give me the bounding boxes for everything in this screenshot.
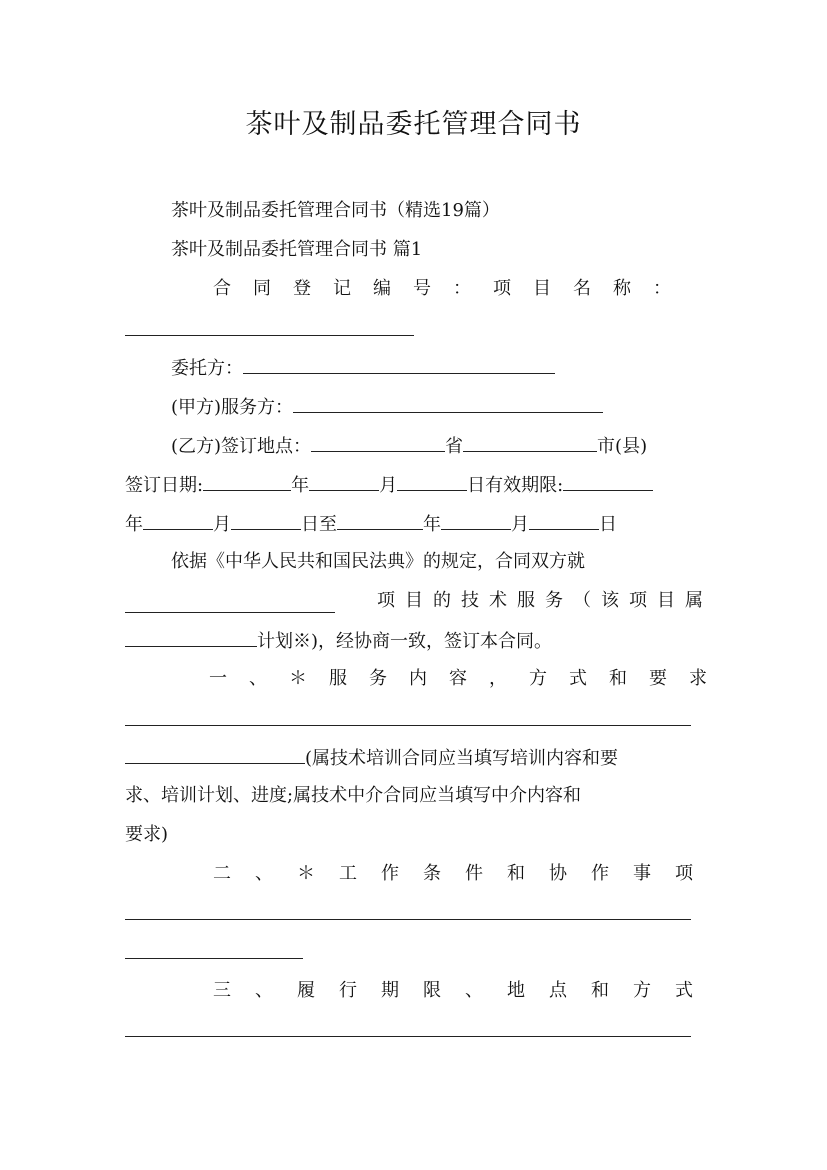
year-label: 年 xyxy=(125,514,143,535)
valid-from-year-blank xyxy=(563,472,653,491)
client-label: 委托方： xyxy=(171,358,243,379)
section-2-heading: 二、＊工作条件和协作事项 xyxy=(213,863,717,884)
section-1-note-b: 求、培训计划、进度;属技术中介合同应当填写中介内容和 xyxy=(125,785,582,806)
month-label: 月 xyxy=(213,514,231,535)
plan-text: 计划※)，经协商一致，签订本合同。 xyxy=(257,631,553,652)
to-year-blank xyxy=(337,511,423,530)
city-label: 市(县) xyxy=(597,436,648,457)
section-1-note-line-1 xyxy=(125,745,618,771)
month-label: 月 xyxy=(379,475,398,496)
to-label: 日至 xyxy=(301,514,337,535)
tech-service-text: 项目的技术服务（该项目属 xyxy=(377,590,713,611)
reg-no-label: 合同登记编号： xyxy=(213,278,493,299)
from-day-blank xyxy=(231,511,301,530)
year-label: 年 xyxy=(423,514,441,535)
party-a-line xyxy=(171,394,603,420)
sign-year-blank xyxy=(203,472,291,491)
month-label: 月 xyxy=(511,514,529,535)
province-label: 省 xyxy=(445,436,464,457)
plan-line xyxy=(125,628,552,654)
article-heading: 茶叶及制品委托管理合同书 篇1 xyxy=(171,239,423,260)
sign-month-blank xyxy=(309,472,379,491)
section-1-note-a: (属技术培训合同应当填写培训内容和要 xyxy=(305,748,619,769)
document-title: 茶叶及制品委托管理合同书 xyxy=(245,109,582,140)
section-1-blank-2 xyxy=(125,745,305,764)
subtitle: 茶叶及制品委托管理合同书（精选19篇） xyxy=(171,200,500,221)
sign-place-line xyxy=(171,433,647,459)
section-3-heading: 三、履行期限、地点和方式 xyxy=(213,980,717,1001)
sign-day-blank xyxy=(397,472,467,491)
year-label: 年 xyxy=(291,475,310,496)
section-1-heading: 一、＊服务内容，方式和要求 xyxy=(209,668,729,689)
section-2-blank-1 xyxy=(125,919,691,920)
basis-line: 依据《中华人民共和国民法典》的规定，合同双方就 xyxy=(171,551,585,572)
section-1-note-c: 要求) xyxy=(125,824,169,845)
city-blank xyxy=(463,433,597,452)
party-b-place-label: (乙方)签订地点： xyxy=(171,436,312,457)
project-name-blank xyxy=(125,335,414,336)
project-blank xyxy=(125,594,335,613)
province-blank xyxy=(311,433,445,452)
plan-blank xyxy=(125,628,257,647)
sign-date-line xyxy=(125,472,653,498)
service-party-blank xyxy=(293,394,603,413)
party-a-service-label: (甲方)服务方： xyxy=(171,397,294,418)
client-line xyxy=(171,355,555,381)
from-month-blank xyxy=(143,511,213,530)
reg-no-project-line xyxy=(213,277,693,301)
sign-date-label: 签订日期: xyxy=(125,475,204,496)
tech-service-line xyxy=(125,589,713,613)
section-1-blank-1 xyxy=(125,725,691,726)
to-month-blank xyxy=(441,511,511,530)
day-label: 日 xyxy=(599,514,617,535)
client-blank xyxy=(243,355,555,374)
validity-label: 日有效期限: xyxy=(467,475,564,496)
validity-line xyxy=(125,511,617,537)
section-2-blank-2 xyxy=(125,958,303,959)
to-day-blank xyxy=(529,511,599,530)
section-3-blank-1 xyxy=(125,1036,691,1037)
project-name-label: 项目名称： xyxy=(493,278,693,299)
